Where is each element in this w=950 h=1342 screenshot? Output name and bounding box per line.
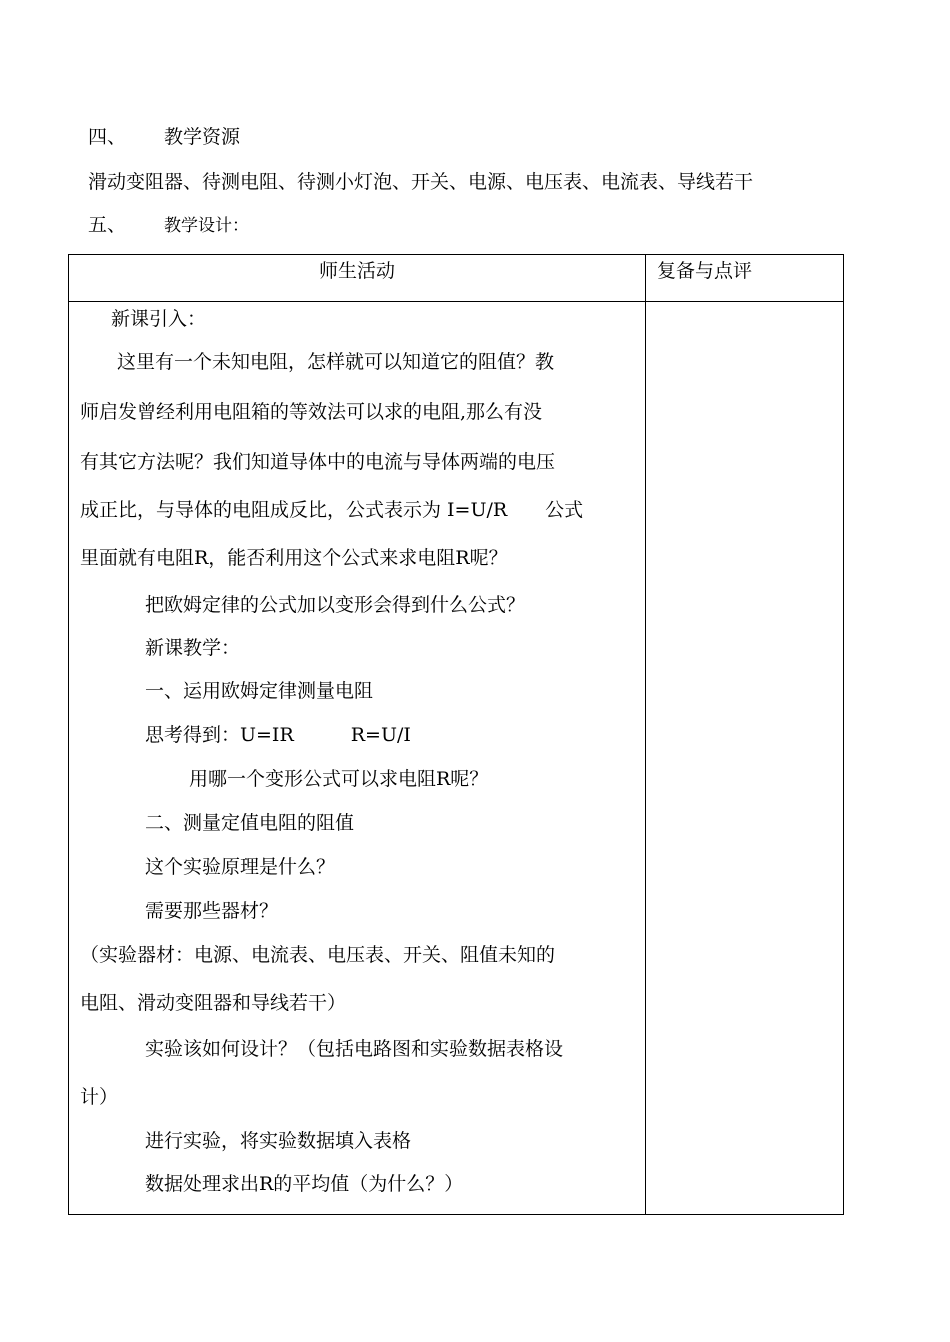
lesson-line: 师启发曾经利用电阻箱的等效法可以求的电阻,那么有没 <box>80 401 543 423</box>
section-5-heading <box>88 214 249 237</box>
lesson-line: 里面就有电阻R，能否利用这个公式来求电阻R呢？ <box>80 547 508 569</box>
section-4-title: 教学资源 <box>164 126 241 148</box>
header-teacher-student-activity: 师生活动 <box>318 260 395 282</box>
section-4-number: 四、 <box>88 126 127 148</box>
lesson-line: 成正比，与导体的电阻成反比，公式表示为 I=U/R 公式 <box>80 499 584 521</box>
lesson-line: 需要那些器材？ <box>145 900 279 922</box>
lesson-line: 有其它方法呢？我们知道导体中的电流与导体两端的电压 <box>80 451 556 473</box>
lesson-line: 这里有一个未知电阻，怎样就可以知道它的阻值？教 <box>117 351 555 373</box>
lesson-line: （实验器材：电源、电流表、电压表、开关、阻值未知的 <box>80 944 556 966</box>
lesson-line: 计） <box>80 1086 119 1108</box>
column-divider <box>645 255 646 1214</box>
section-5-title: 教学设计： <box>164 216 249 236</box>
lesson-line: 一、运用欧姆定律测量电阻 <box>145 680 374 702</box>
lesson-line: 这个实验原理是什么？ <box>145 856 336 878</box>
lesson-line: 数据处理求出R的平均值（为什么？） <box>145 1173 464 1195</box>
lesson-design-table <box>68 254 844 1215</box>
lesson-line: 实验该如何设计？（包括电路图和实验数据表格设 <box>145 1038 564 1060</box>
lesson-line: 用哪一个变形公式可以求电阻R呢？ <box>189 768 489 790</box>
lesson-line: 二、测量定值电阻的阻值 <box>145 812 355 834</box>
section-5-number: 五、 <box>88 214 127 236</box>
section-4-heading <box>88 126 240 148</box>
lesson-line: 电阻、滑动变阻器和导线若干） <box>80 992 347 1014</box>
header-divider <box>69 301 843 302</box>
lesson-line: 思考得到：U=IR R=U/I <box>145 724 411 746</box>
lesson-line: 进行实验，将实验数据填入表格 <box>145 1130 412 1152</box>
lesson-line: 把欧姆定律的公式加以变形会得到什么公式？ <box>145 594 526 616</box>
resources-list: 滑动变阻器、待测电阻、待测小灯泡、开关、电源、电压表、电流表、导线若干 <box>88 171 754 193</box>
lesson-line: 新课引入： <box>111 308 207 330</box>
header-review-comments: 复备与点评 <box>657 260 753 282</box>
lesson-line: 新课教学： <box>145 637 241 659</box>
